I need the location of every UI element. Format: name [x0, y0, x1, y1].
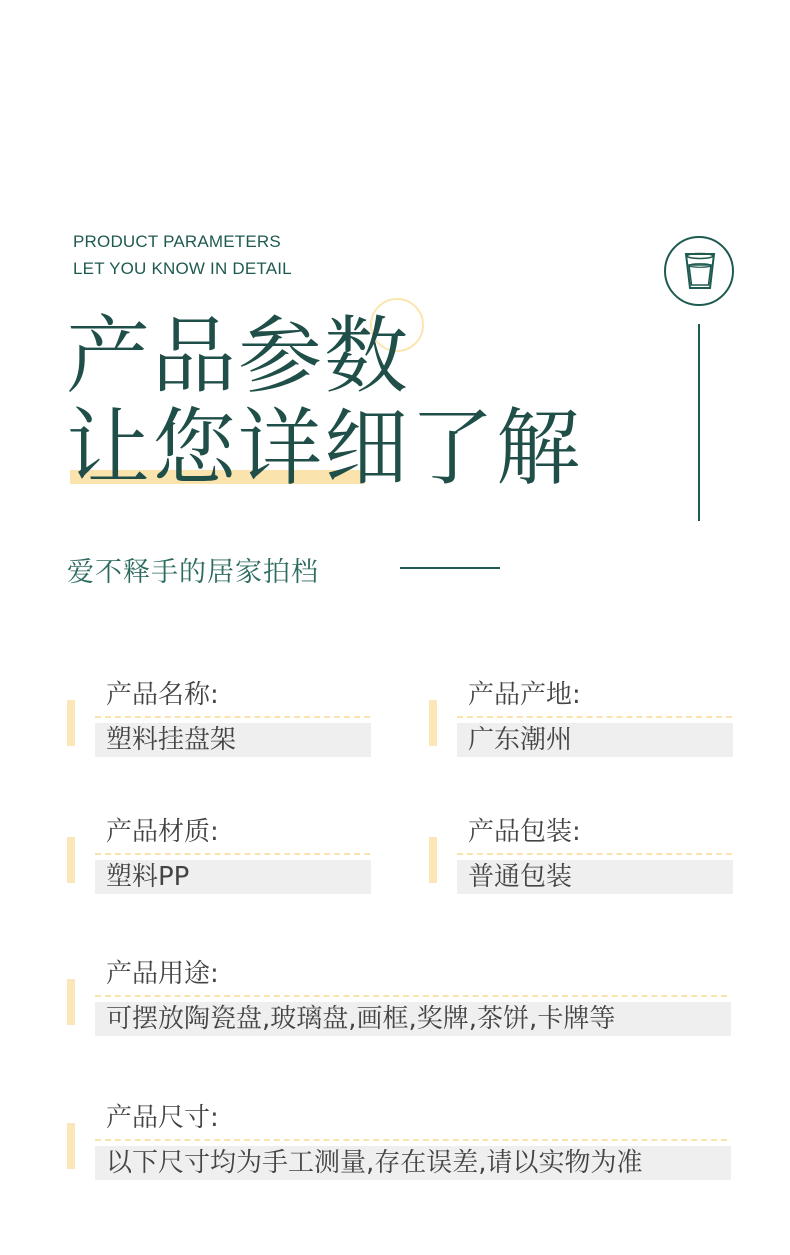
param-label: 产品名称: [106, 680, 219, 710]
english-heading-line-2: LET YOU KNOW IN DETAIL [73, 259, 292, 278]
param-value: 普通包装 [457, 860, 733, 894]
param-divider [457, 716, 732, 718]
param-divider [95, 716, 370, 718]
title-line-2: 让您详细了解 [66, 399, 583, 497]
vertical-divider [698, 324, 700, 521]
cup-icon-badge [664, 236, 734, 306]
param-divider [95, 853, 370, 855]
param-accent-bar [67, 700, 75, 746]
param-value: 塑料挂盘架 [95, 723, 371, 757]
title-line-1: 产品参数 [66, 307, 411, 405]
tagline-divider [400, 567, 500, 569]
param-divider [95, 995, 727, 997]
param-label: 产品包装: [468, 817, 581, 847]
param-product-origin [429, 678, 739, 768]
param-value: 广东潮州 [457, 723, 733, 757]
param-value: 塑料PP [95, 860, 371, 894]
english-heading [73, 228, 292, 282]
param-product-material [67, 815, 377, 905]
param-accent-bar [429, 700, 437, 746]
cup-icon [683, 251, 717, 291]
param-accent-bar [67, 837, 75, 883]
param-product-usage [67, 957, 747, 1047]
param-accent-bar [67, 1123, 75, 1169]
tagline: 爱不释手的居家拍档 [67, 557, 319, 588]
param-product-size [67, 1101, 747, 1191]
param-product-packaging [429, 815, 739, 905]
param-label: 产品用途: [106, 959, 219, 989]
param-divider [457, 853, 732, 855]
param-divider [95, 1139, 727, 1141]
param-label: 产品产地: [468, 680, 581, 710]
param-label: 产品材质: [106, 817, 219, 847]
param-accent-bar [429, 837, 437, 883]
param-accent-bar [67, 979, 75, 1025]
param-value: 可摆放陶瓷盘,玻璃盘,画框,奖牌,茶饼,卡牌等 [95, 1002, 731, 1036]
param-label: 产品尺寸: [106, 1103, 219, 1133]
param-value: 以下尺寸均为手工测量,存在误差,请以实物为准 [95, 1146, 731, 1180]
param-product-name [67, 678, 377, 768]
english-heading-line-1: PRODUCT PARAMETERS [73, 232, 281, 251]
